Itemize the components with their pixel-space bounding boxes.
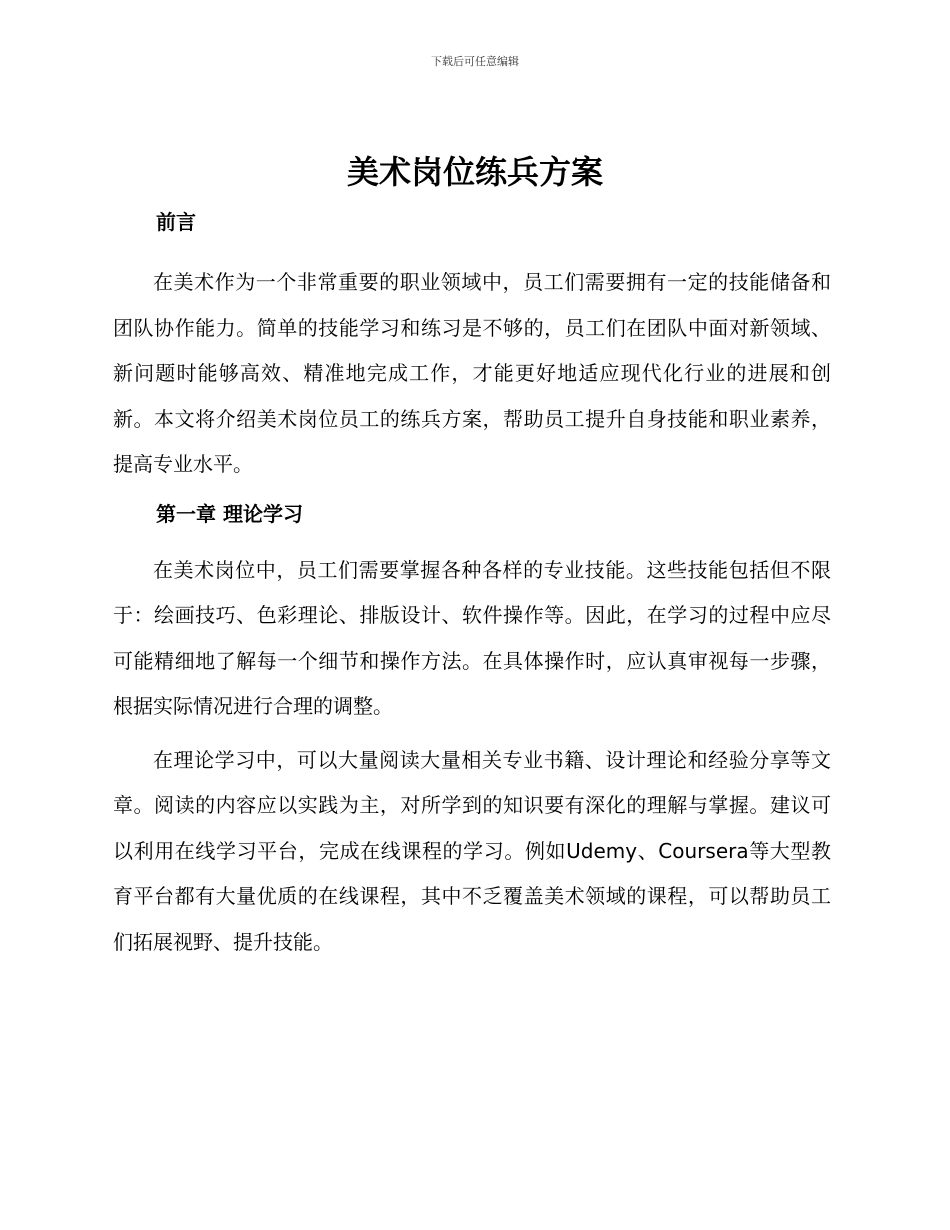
section-heading-chapter-1: 第一章 理论学习 (156, 501, 303, 526)
chapter-1-paragraph-1: 在美术岗位中，员工们需要掌握各种各样的专业技能。这些技能包括但不限于：绘画技巧、色彩理论、排版设计、软件操作等。因此，在学习的过程中应尽可能精细地了解每一个细节和操作方法。在具体操作时，应认真审视每一步骤，根据实际情况进行合理的调整。 (113, 557, 831, 718)
section-heading-preface: 前言 (156, 210, 196, 234)
chapter-1-paragraph-2: 在理论学习中，可以大量阅读大量相关专业书籍、设计理论和经验分享等文章。阅读的内容应以实践为主，对所学到的知识要有深化的理解与掌握。建议可以利用在线学习平台，完成在线课程的学习。例如Udemy、Coursera等大型教育平台都有大量优质的在线课程，其中不乏覆盖美术领域的课程，可以帮助员工们拓展视野、提升技能。 (113, 747, 831, 954)
document-title: 美术岗位练兵方案 (346, 153, 603, 191)
page-header-note: 下载后可任意编辑 (431, 55, 519, 68)
preface-paragraph: 在美术作为一个非常重要的职业领域中，员工们需要拥有一定的技能储备和团队协作能力。简单的技能学习和练习是不够的，员工们在团队中面对新领域、新问题时能够高效、精准地完成工作，才能更好地适应现代化行业的进展和创新。本文将介绍美术岗位员工的练兵方案，帮助员工提升自身技能和职业素养，提高专业水平。 (113, 270, 831, 476)
document-body (113, 204, 831, 973)
